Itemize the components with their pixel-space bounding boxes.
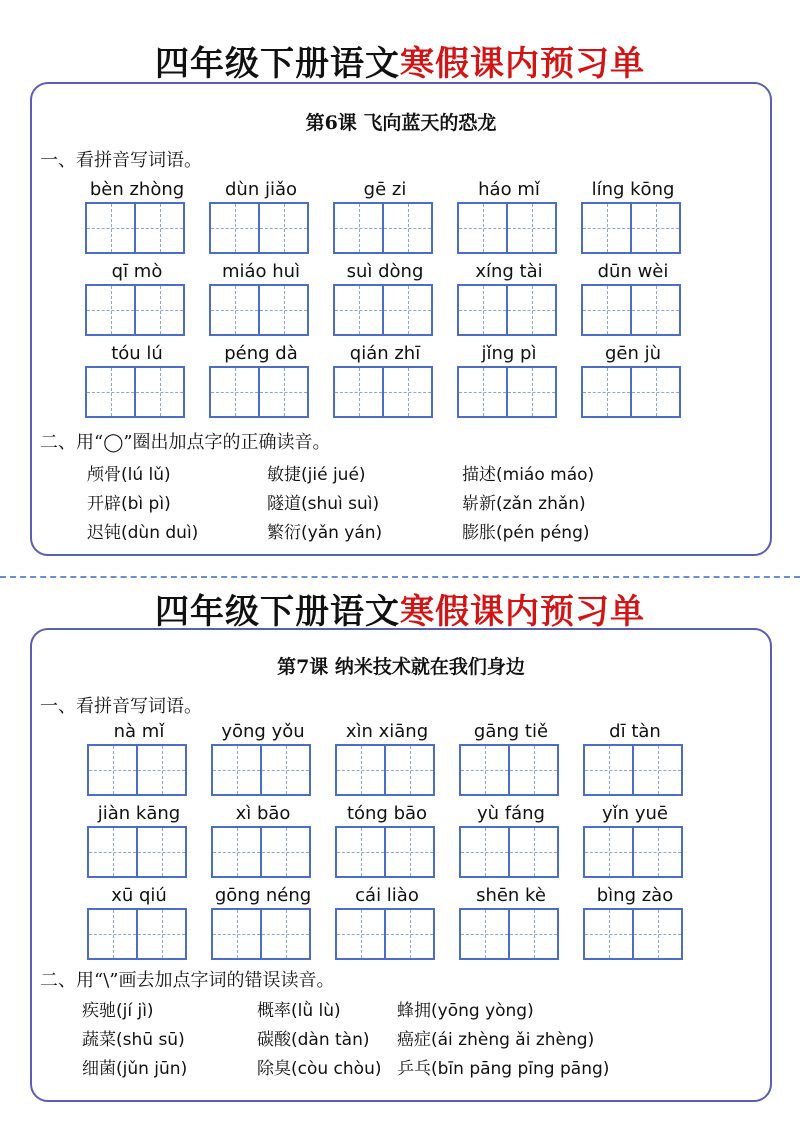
word-cell <box>333 176 437 254</box>
tianzige-square[interactable] <box>508 746 557 794</box>
reading-item[interactable]: 乒乓(bīn pāng pīng pāng) <box>397 1059 610 1079</box>
tianzige-square[interactable] <box>382 286 431 334</box>
reading-item[interactable]: 蔬菜(shū sū) <box>82 1030 185 1050</box>
word-cell <box>457 176 561 254</box>
pinyin-label: xíng tài <box>475 261 543 282</box>
pinyin-label: xū qiú <box>111 885 167 906</box>
reading-item[interactable]: 隧道(shuì suì) <box>267 494 380 514</box>
word-cell <box>583 800 687 878</box>
word-cell <box>85 176 189 254</box>
tianzige-square[interactable] <box>136 828 185 876</box>
writing-box[interactable] <box>459 908 559 960</box>
pinyin-label: jǐng pì <box>481 343 537 364</box>
tianzige-square[interactable] <box>508 910 557 958</box>
pinyin-label: suì dòng <box>346 261 424 282</box>
word-cell <box>85 340 189 418</box>
pinyin-label: tóng bāo <box>346 803 428 824</box>
word-cell <box>457 340 561 418</box>
word-cell <box>211 882 315 960</box>
writing-box[interactable] <box>335 744 435 796</box>
sheet1-section2-heading: 二、用“◯”圈出加点字的正确读音。 <box>40 432 331 453</box>
word-cell <box>335 800 439 878</box>
word-cell <box>211 800 315 878</box>
word-cell <box>85 258 189 336</box>
sheet2-title-black: 四年级下册语文 <box>155 592 400 632</box>
pinyin-label: nà mǐ <box>113 721 165 742</box>
word-cell <box>581 176 685 254</box>
word-cell <box>583 718 687 796</box>
word-cell <box>459 882 563 960</box>
reading-item[interactable]: 癌症(ái zhèng ǎi zhèng) <box>397 1030 595 1050</box>
word-cell <box>209 258 313 336</box>
word-cell <box>87 800 191 878</box>
pinyin-label: xì bāo <box>235 803 291 824</box>
tianzige-square[interactable] <box>89 828 136 876</box>
tianzige-square[interactable] <box>87 204 134 252</box>
tianzige-square[interactable] <box>87 286 134 334</box>
writing-box[interactable] <box>457 202 557 254</box>
tianzige-square[interactable] <box>213 910 260 958</box>
writing-box[interactable] <box>211 908 311 960</box>
tianzige-square[interactable] <box>384 910 433 958</box>
tianzige-square[interactable] <box>630 286 679 334</box>
tianzige-square[interactable] <box>136 746 185 794</box>
writing-box[interactable] <box>211 826 311 878</box>
word-cell <box>583 882 687 960</box>
word-cell <box>335 882 439 960</box>
pinyin-label: gōng néng <box>214 885 312 906</box>
pinyin-label: yǐn yuē <box>602 803 668 824</box>
word-cell <box>335 718 439 796</box>
word-cell <box>87 882 191 960</box>
writing-box[interactable] <box>211 744 311 796</box>
pinyin-label: yù fáng <box>477 803 545 824</box>
reading-item[interactable]: 迟钝(dùn duì) <box>87 523 199 543</box>
reading-item[interactable]: 描述(miáo máo) <box>462 465 595 485</box>
pinyin-label: shēn kè <box>476 885 546 906</box>
tianzige-square[interactable] <box>337 910 384 958</box>
tianzige-square[interactable] <box>506 286 555 334</box>
word-cell <box>87 718 191 796</box>
tianzige-square[interactable] <box>89 910 136 958</box>
writing-box[interactable] <box>459 826 559 878</box>
sheet2-section2-heading: 二、用“\”画去加点字词的错误读音。 <box>40 970 335 991</box>
tianzige-square[interactable] <box>134 286 183 334</box>
tianzige-square[interactable] <box>89 746 136 794</box>
tianzige-square[interactable] <box>258 368 307 416</box>
tianzige-square[interactable] <box>461 746 508 794</box>
tianzige-square[interactable] <box>461 828 508 876</box>
tianzige-square[interactable] <box>260 828 309 876</box>
word-cell <box>209 340 313 418</box>
reading-item[interactable]: 疾驰(jí jì) <box>82 1001 154 1021</box>
tianzige-square[interactable] <box>213 746 260 794</box>
pinyin-label: dùn jiǎo <box>224 179 297 200</box>
tianzige-square[interactable] <box>335 204 382 252</box>
word-cell <box>209 176 313 254</box>
pinyin-label: péng dà <box>224 343 298 364</box>
writing-box[interactable] <box>457 284 557 336</box>
pinyin-label: xìn xiāng <box>345 721 429 742</box>
tianzige-square[interactable] <box>87 368 134 416</box>
tianzige-square[interactable] <box>583 368 630 416</box>
word-cell <box>333 258 437 336</box>
sheet1-title-black: 四年级下册语文 <box>155 44 400 84</box>
pinyin-label: háo mǐ <box>478 179 540 200</box>
writing-box[interactable] <box>333 366 433 418</box>
reading-item[interactable]: 蜂拥(yōng yòng) <box>397 1001 534 1021</box>
reading-item[interactable]: 崭新(zǎn zhǎn) <box>462 494 586 514</box>
pinyin-label: gēn jù <box>604 343 662 364</box>
tianzige-square[interactable] <box>134 204 183 252</box>
writing-box[interactable] <box>85 284 185 336</box>
word-cell <box>581 258 685 336</box>
sheet2-title-red: 寒假课内预习单 <box>400 592 645 632</box>
writing-box[interactable] <box>85 366 185 418</box>
tianzige-square[interactable] <box>335 286 382 334</box>
tianzige-square[interactable] <box>632 746 681 794</box>
tianzige-square[interactable] <box>260 910 309 958</box>
writing-box[interactable] <box>583 744 683 796</box>
reading-item[interactable]: 繁衍(yǎn yán) <box>267 523 383 543</box>
writing-box[interactable] <box>581 202 681 254</box>
tianzige-square[interactable] <box>384 828 433 876</box>
writing-box[interactable] <box>85 202 185 254</box>
tianzige-square[interactable] <box>583 286 630 334</box>
pinyin-label: tóu lú <box>111 343 163 364</box>
tianzige-square[interactable] <box>382 368 431 416</box>
reading-item[interactable]: 概率(lǜ lù) <box>257 1001 341 1021</box>
tianzige-square[interactable] <box>211 204 258 252</box>
sheet1-title-red: 寒假课内预习单 <box>400 44 645 84</box>
writing-box[interactable] <box>209 284 309 336</box>
tianzige-square[interactable] <box>461 910 508 958</box>
reading-item[interactable]: 细菌(jǔn jūn) <box>82 1059 188 1079</box>
reading-item[interactable]: 敏捷(jié jué) <box>267 465 366 485</box>
tianzige-square[interactable] <box>459 286 506 334</box>
pinyin-label: yōng yǒu <box>221 721 305 742</box>
writing-box[interactable] <box>87 826 187 878</box>
tianzige-square[interactable] <box>213 828 260 876</box>
writing-box[interactable] <box>581 284 681 336</box>
sheet2-title <box>0 584 800 633</box>
pinyin-label: gāng tiě <box>473 721 549 742</box>
sheet2-panel <box>30 628 772 1102</box>
tianzige-square[interactable] <box>258 204 307 252</box>
writing-box[interactable] <box>583 908 683 960</box>
tianzige-square[interactable] <box>337 746 384 794</box>
tianzige-square[interactable] <box>134 368 183 416</box>
writing-box[interactable] <box>459 744 559 796</box>
sheet1-lesson-title: 第6课 飞向蓝天的恐龙 <box>305 112 497 134</box>
pinyin-label: líng kōng <box>591 179 675 200</box>
tianzige-square[interactable] <box>632 828 681 876</box>
writing-box[interactable] <box>581 366 681 418</box>
pinyin-label: qián zhī <box>349 343 421 364</box>
tianzige-square[interactable] <box>632 910 681 958</box>
tianzige-square[interactable] <box>260 746 309 794</box>
tianzige-square[interactable] <box>585 746 632 794</box>
reading-item[interactable]: 除臭(còu chòu) <box>257 1059 382 1079</box>
page-divider <box>0 576 800 578</box>
tianzige-square[interactable] <box>384 746 433 794</box>
pinyin-label: gē zi <box>363 179 407 200</box>
word-cell <box>333 340 437 418</box>
tianzige-square[interactable] <box>583 204 630 252</box>
writing-box[interactable] <box>333 284 433 336</box>
writing-box[interactable] <box>335 908 435 960</box>
tianzige-square[interactable] <box>459 204 506 252</box>
writing-box[interactable] <box>583 826 683 878</box>
writing-box[interactable] <box>87 908 187 960</box>
tianzige-square[interactable] <box>508 828 557 876</box>
word-cell <box>459 800 563 878</box>
pinyin-label: dī tàn <box>609 721 661 742</box>
tianzige-square[interactable] <box>337 828 384 876</box>
pinyin-label: bèn zhòng <box>89 179 185 200</box>
tianzige-square[interactable] <box>506 368 555 416</box>
writing-box[interactable] <box>457 366 557 418</box>
pinyin-label: bìng zào <box>596 885 674 906</box>
writing-box[interactable] <box>87 744 187 796</box>
sheet2-section1-heading: 一、看拼音写词语。 <box>40 696 202 717</box>
pinyin-label: jiàn kāng <box>97 803 181 824</box>
tianzige-square[interactable] <box>585 910 632 958</box>
word-cell <box>457 258 561 336</box>
tianzige-square[interactable] <box>211 286 258 334</box>
tianzige-square[interactable] <box>630 204 679 252</box>
reading-item[interactable]: 碳酸(dàn tàn) <box>257 1030 370 1050</box>
word-cell <box>459 718 563 796</box>
pinyin-label: miáo huì <box>221 261 301 282</box>
writing-box[interactable] <box>209 202 309 254</box>
reading-item[interactable]: 开辟(bì pì) <box>87 494 171 514</box>
tianzige-square[interactable] <box>459 368 506 416</box>
tianzige-square[interactable] <box>211 368 258 416</box>
reading-item[interactable]: 颅骨(lú lǔ) <box>87 465 171 485</box>
word-cell <box>211 718 315 796</box>
pinyin-label: dūn wèi <box>597 261 669 282</box>
writing-box[interactable] <box>209 366 309 418</box>
pinyin-label: cái liào <box>355 885 419 906</box>
pinyin-label: qī mò <box>111 261 163 282</box>
tianzige-square[interactable] <box>506 204 555 252</box>
tianzige-square[interactable] <box>630 368 679 416</box>
writing-box[interactable] <box>335 826 435 878</box>
tianzige-square[interactable] <box>585 828 632 876</box>
tianzige-square[interactable] <box>382 204 431 252</box>
writing-box[interactable] <box>333 202 433 254</box>
sheet1-title <box>0 36 800 85</box>
tianzige-square[interactable] <box>258 286 307 334</box>
sheet1-panel <box>30 82 772 556</box>
sheet2-lesson-title: 第7课 纳米技术就在我们身边 <box>277 656 525 678</box>
sheet1-section1-heading: 一、看拼音写词语。 <box>40 150 202 171</box>
tianzige-square[interactable] <box>335 368 382 416</box>
tianzige-square[interactable] <box>136 910 185 958</box>
word-cell <box>581 340 685 418</box>
reading-item[interactable]: 膨胀(pén péng) <box>462 523 590 543</box>
